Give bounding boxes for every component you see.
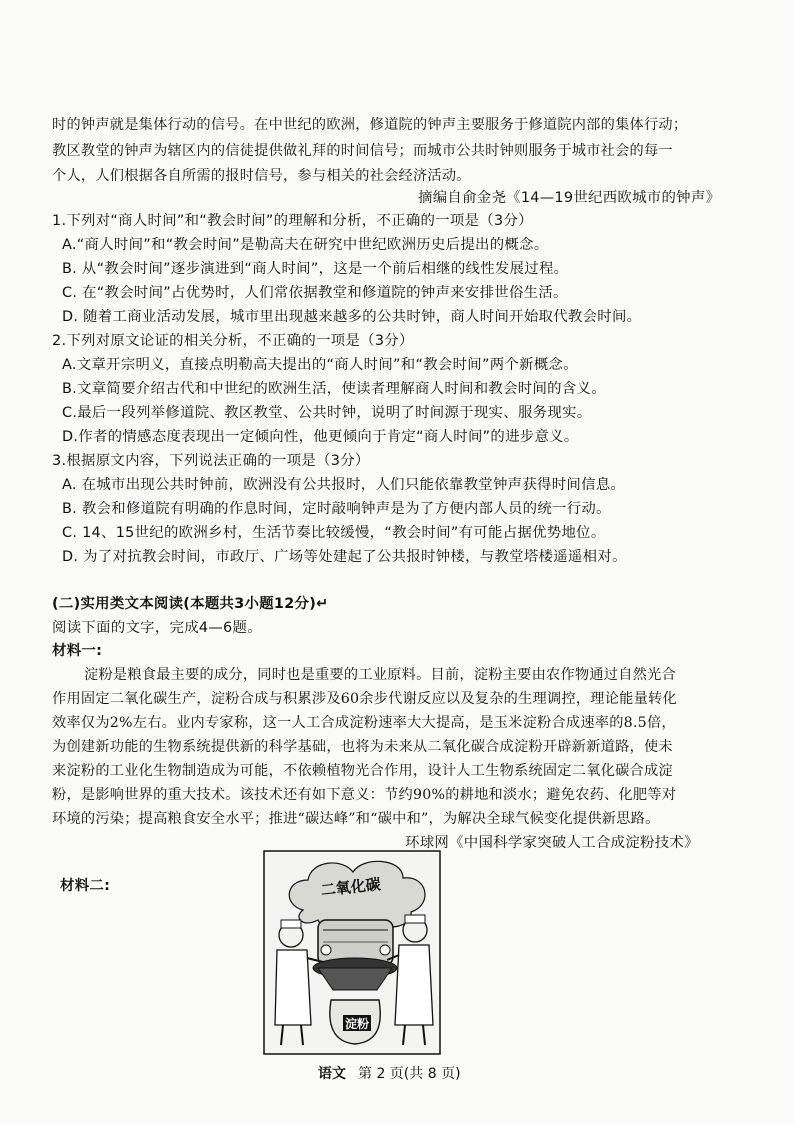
question-1-option-d: D. 随着工商业活动发展，城市里出现越来越多的公共时钟，商人时间开始取代教会时间。 [62,309,642,325]
question-1-option-b: B. 从“教会时间”逐步演进到“商人时间”，这是一个前后相继的线性发展过程。 [62,261,569,277]
section-2-instruction: 阅读下面的文字，完成4—6题。 [52,620,262,636]
material-1-line-6: 粉，是影响世界的重大技术。该技术还有如下意义：节约90%的耕地和淡水；避免农药、化肥等对 [52,787,677,803]
material-1-line-4: 为创建新功能的生物系统提供新的科学基础，也将为未来从二氧化碳合成淀粉开辟新新道路，使未 [52,739,673,755]
material-1-line-2: 作用固定二氧化碳生产，淀粉合成与积累涉及60余步代谢反应以及复杂的生理调控，理论能量转化 [52,691,677,707]
passage-line-2: 教区教堂的钟声为辖区内的信徒提供做礼拜的时间信号；而城市公共时钟则服务于城市社会的每一 [52,143,673,159]
question-2-option-d: D.作者的情感态度表现出一定倾向性，他更倾向于肯定“商人时间”的进步意义。 [62,429,579,445]
cartoon-illustration [263,850,441,1055]
section-2-heading: (二)实用类文本阅读(本题共3小题12分)↵ [52,596,329,612]
passage-source: 摘编自俞金尧《14—19世纪西欧城市的钟声》 [418,190,721,206]
material-1-line-1: 淀粉是粮食最主要的成分，同时也是重要的工业原料。目前，淀粉主要由农作物通过自然光合 [84,667,676,683]
material-1-label: 材料一: [52,643,103,659]
cartoon-svg [263,850,441,1055]
footer-subject: 语文 [318,1066,346,1082]
question-1-option-a: A.“商人时间”和“教会时间”是勒高夫在研究中世纪欧洲历史后提出的概念。 [62,237,549,253]
cartoon-co2-text: 二氧化碳 [319,875,382,900]
passage-line-3: 个人，人们根据各自所需的报时信号，参与相关的社会经济活动。 [52,168,471,184]
question-3-stem: 3.根据原文内容，下列说法正确的一项是（3分） [52,453,370,469]
question-3-option-a: A. 在城市出现公共时钟前，欧洲没有公共报时，人们只能依靠教堂钟声获得时间信息。 [62,477,626,493]
question-2-option-b: B.文章简要介绍古代和中世纪的欧洲生活，使读者理解商人时间和教会时间的含义。 [62,381,606,397]
question-3-option-d: D. 为了对抗教会时间，市政厅、广场等处建起了公共报时钟楼，与教堂塔楼遥遥相对。 [62,549,627,565]
question-1-option-c: C. 在“教会时间”占优势时，人们常依据教堂和修道院的钟声来安排世俗生活。 [62,285,568,301]
question-2-option-a: A.文章开宗明义，直接点明勒高夫提出的“商人时间”和“教会时间”两个新概念。 [62,357,578,373]
material-1-line-7: 环境的污染；提高粮食安全水平；推进“碳达峰”和“碳中和”，为解决全球气候变化提供新思路。 [52,811,660,827]
question-3-option-b: B. 教会和修道院有明确的作息时间，定时敲响钟声是为了方便内部人员的统一行动。 [62,501,611,517]
material-2-label: 材料二: [60,878,111,894]
passage-line-1: 时的钟声就是集体行动的信号。在中世纪的欧洲，修道院的钟声主要服务于修道院内部的集体行动； [52,117,688,133]
cartoon-starch-text: 淀粉 [345,1017,370,1031]
footer-page-number: 第 2 页(共 8 页) [358,1066,461,1082]
question-2-stem: 2.下列对原文论证的相关分析，不正确的一项是（3分） [52,333,414,349]
material-1-line-5: 来淀粉的工业化生物制造成为可能，不依赖植物光合作用，设计人工生物系统固定二氧化碳合成淀 [52,763,673,779]
material-1-source: 环球网《中国科学家突破人工合成淀粉技术》 [405,835,699,851]
question-1-stem: 1.下列对“商人时间”和“教会时间”的理解和分析，不正确的一项是（3分） [52,213,533,229]
question-2-option-c: C.最后一段列举修道院、教区教堂、公共时钟，说明了时间源于现实、服务现实。 [62,405,592,421]
question-3-option-c: C. 14、15世纪的欧洲乡村，生活节奏比较缓慢，“教会时间”有可能占据优势地位。 [62,525,606,541]
material-1-line-3: 效率仅为2%左右。业内专家称，这一人工合成淀粉速率大大提高，是玉米淀粉合成速率的8.5倍， [52,715,676,731]
